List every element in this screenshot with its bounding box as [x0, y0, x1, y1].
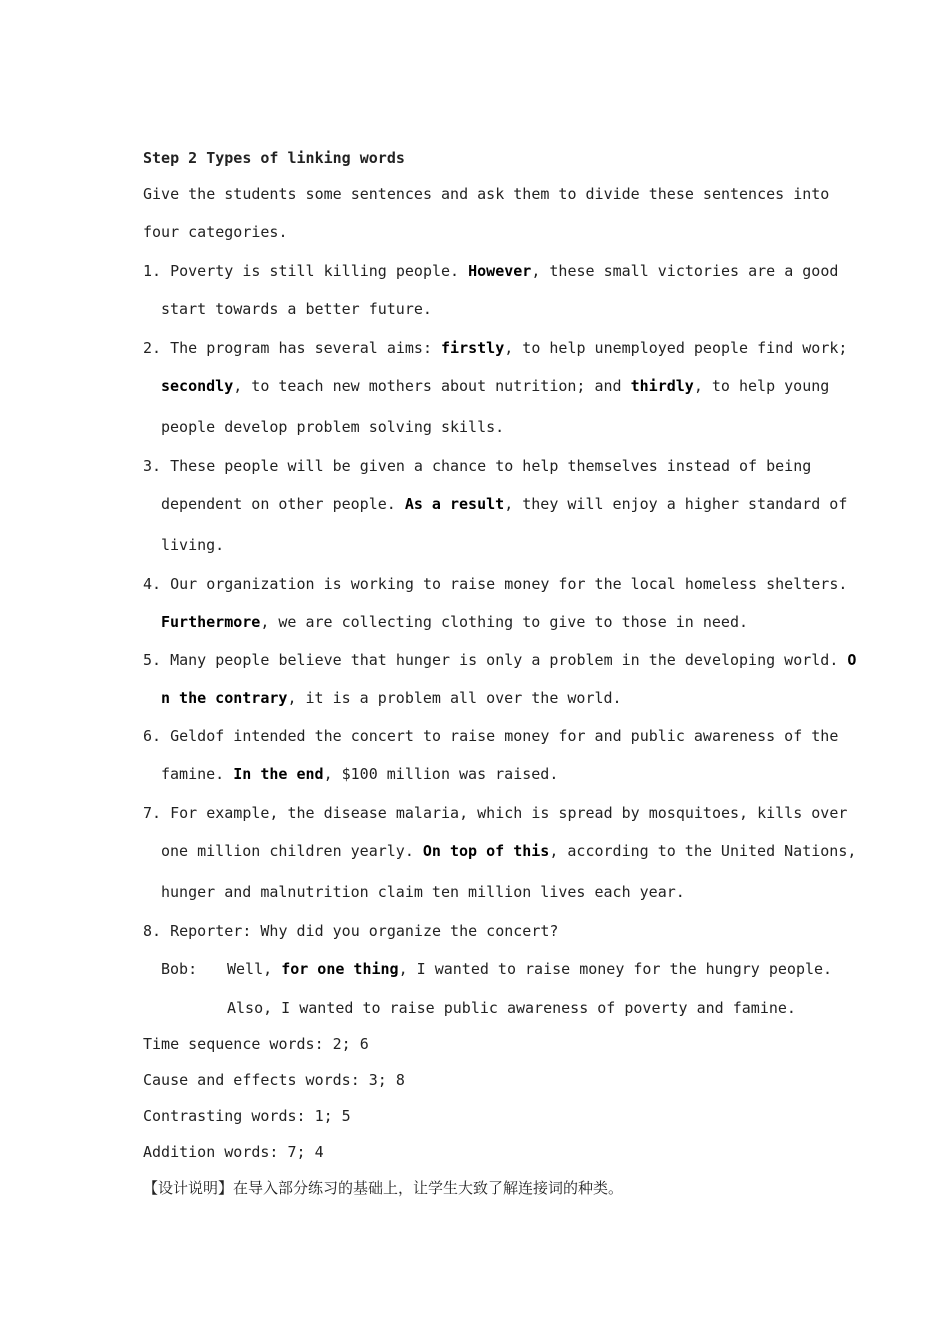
linking-word: for one thing	[281, 960, 399, 978]
sentence-number: 6.	[143, 727, 162, 745]
sentence-number: 7.	[143, 804, 162, 822]
linking-word: Furthermore	[161, 613, 261, 631]
intro-line-2: four categories.	[143, 223, 288, 241]
sentence-text: The program has several aims:	[161, 339, 442, 357]
speaker-label: Bob:	[161, 960, 198, 978]
sentence-text: For example, the disease malaria, which is spread by mosquitoes, kills over	[161, 804, 848, 822]
answer-addition: Addition words: 7; 4	[143, 1143, 324, 1161]
step-heading: Step 2 Types of linking words	[143, 149, 405, 167]
answer-cause-effect: Cause and effects words: 3; 8	[143, 1071, 405, 1089]
linking-word: n the contrary	[161, 689, 288, 707]
sentence-text: Poverty is still killing people.	[161, 262, 469, 280]
sentence-8-bob-line-1	[143, 949, 833, 990]
sentence-text: one million children yearly.	[161, 842, 423, 860]
sentence-6-line-2	[143, 754, 807, 795]
sentence-5-line-2	[143, 678, 807, 718]
sentence-7-line-2	[143, 831, 857, 872]
sentence-number: 2.	[143, 339, 162, 357]
linking-word: firstly	[441, 339, 505, 357]
sentence-text: , they will enjoy a higher standard of	[504, 495, 848, 513]
sentence-text: famine.	[161, 765, 234, 783]
sentence-2-line-2	[143, 366, 830, 407]
sentence-text: These people will be given a chance to help themselves instead of being	[161, 457, 812, 475]
sentence-text: , these small victories are a good	[531, 262, 839, 280]
sentence-2-line-1	[143, 330, 848, 366]
sentence-text: , to help unemployed people find work;	[504, 339, 848, 357]
sentence-text: , $100 million was raised.	[323, 765, 559, 783]
sentence-text: Reporter: Why did you organize the concert?	[161, 922, 559, 940]
sentence-number: 4.	[143, 575, 162, 593]
sentence-4-line-1	[143, 566, 848, 602]
sentence-7-line-1	[143, 795, 848, 831]
sentence-number: 8.	[143, 922, 162, 940]
linking-word: O	[847, 651, 857, 669]
linking-word: secondly	[161, 377, 234, 395]
linking-word: thirdly	[630, 377, 694, 395]
linking-word: As a result	[404, 495, 505, 513]
sentence-8-reporter	[143, 913, 807, 949]
sentence-8-bob-line-2: Also, I wanted to raise public awareness of poverty and famine.	[227, 999, 796, 1017]
sentence-text: Our organization is working to raise money for the local homeless shelters.	[161, 575, 848, 593]
sentence-text: , to teach new mothers about nutrition; and	[233, 377, 631, 395]
linking-word: On top of this	[422, 842, 550, 860]
sentence-3-line-3: living.	[161, 536, 225, 554]
sentence-text: , according to the United Nations,	[549, 842, 857, 860]
linking-word: In the end	[233, 765, 324, 783]
sentence-4-line-2	[143, 602, 807, 642]
answer-contrasting: Contrasting words: 1; 5	[143, 1107, 351, 1125]
intro-line-1: Give the students some sentences and ask them to divide these sentences into	[143, 185, 830, 203]
sentence-text: , we are collecting clothing to give to those in need.	[260, 613, 749, 631]
sentence-number: 1.	[143, 262, 162, 280]
sentence-text: Many people believe that hunger is only a problem in the developing world.	[161, 651, 848, 669]
sentence-number: 5.	[143, 651, 162, 669]
sentence-number: 3.	[143, 457, 162, 475]
sentence-text: Geldof intended the concert to raise money for and public awareness of the	[161, 727, 839, 745]
sentence-text: Well,	[227, 960, 282, 978]
sentence-1-line-2: start towards a better future.	[161, 300, 432, 318]
sentence-text: dependent on other people.	[161, 495, 405, 513]
linking-word: However	[468, 262, 532, 280]
document-page	[143, 140, 857, 1206]
sentence-text: , I wanted to raise money for the hungry people.	[398, 960, 833, 978]
design-note: 【设计说明】在导入部分练习的基础上，让学生大致了解连接词的种类。	[143, 1179, 624, 1197]
answer-time-sequence: Time sequence words: 2; 6	[143, 1035, 369, 1053]
sentence-3-line-1	[143, 448, 812, 484]
sentence-text: , it is a problem all over the world.	[287, 689, 622, 707]
sentence-2-line-3: people develop problem solving skills.	[161, 418, 505, 436]
sentence-text: , to help young	[693, 377, 830, 395]
sentence-6-line-1	[143, 718, 839, 754]
sentence-7-line-3: hunger and malnutrition claim ten million lives each year.	[161, 883, 685, 901]
sentence-5-line-1	[143, 642, 857, 678]
sentence-1-line-1	[143, 253, 839, 289]
sentence-3-line-2	[143, 484, 848, 525]
